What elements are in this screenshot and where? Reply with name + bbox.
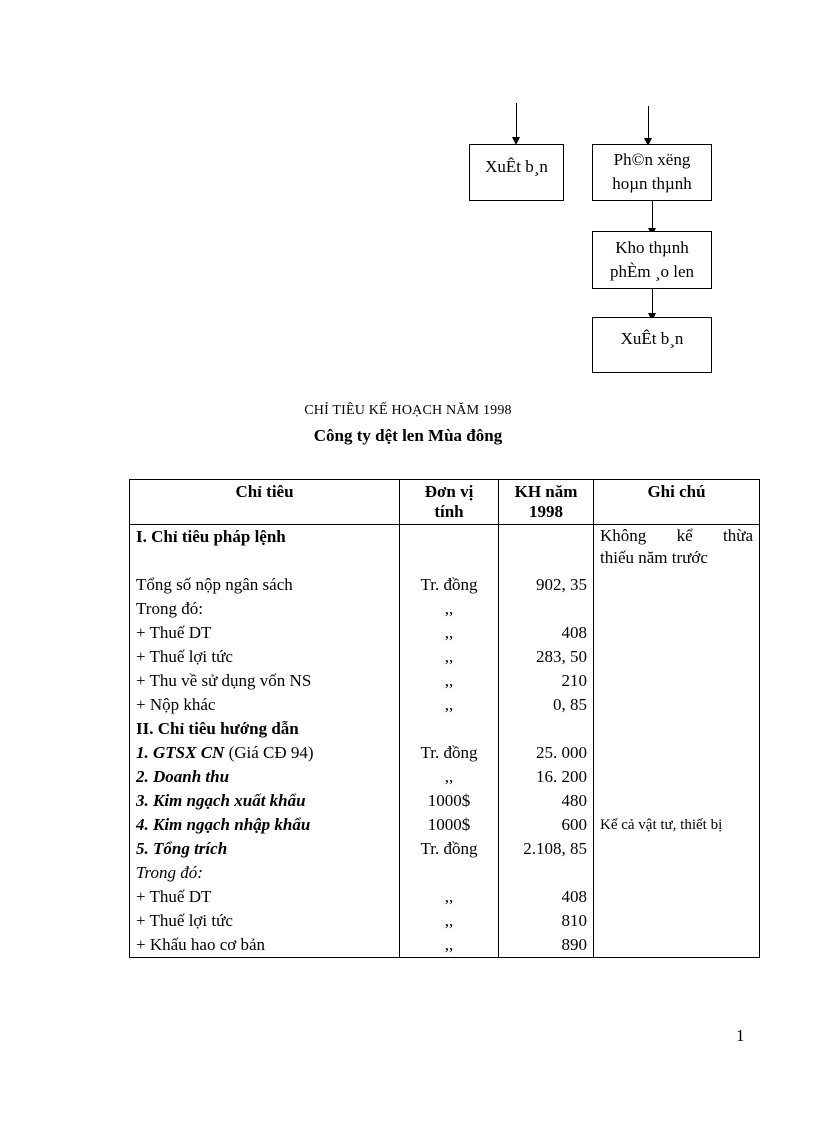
flow-box-sales-bottom-label: XuÊt b¸n xyxy=(620,329,684,348)
header-indicator: Chỉ tiêu xyxy=(130,480,400,525)
row-value: 408 xyxy=(499,885,594,909)
row-unit: 1000$ xyxy=(400,813,499,837)
row-label: + Khấu hao cơ bản xyxy=(130,933,400,958)
gtsx-rest: (Giá CĐ 94) xyxy=(224,743,314,762)
row-label: + Thu về sử dụng vốn NS xyxy=(130,669,400,693)
row-label-in-which: Trong đó: xyxy=(130,861,400,885)
row-value xyxy=(499,597,594,621)
row-value: 408 xyxy=(499,621,594,645)
row-unit: ,, xyxy=(400,693,499,717)
row-unit: ,, xyxy=(400,645,499,669)
header-plan-1998 xyxy=(499,480,594,525)
row-label: Trong đó: xyxy=(130,597,400,621)
row-label-gtsx xyxy=(130,741,400,765)
row-value: 600 xyxy=(499,813,594,837)
page-number: 1 xyxy=(736,1026,745,1045)
table-row xyxy=(130,765,760,789)
flow-box-sales-bottom xyxy=(592,317,712,373)
row-label-revenue: 2. Doanh thu xyxy=(130,765,400,789)
row-label: + Thuế DT xyxy=(130,885,400,909)
table-row xyxy=(130,789,760,813)
row-label: + Thuế lợi tức xyxy=(130,645,400,669)
row-label-import: 4. Kim ngạch nhập khẩu xyxy=(130,813,400,837)
row-label: + Thuế lợi tức xyxy=(130,909,400,933)
flow-box-finishing-workshop-line1: Ph©n xëng xyxy=(613,150,691,169)
row-label: + Nộp khác xyxy=(130,693,400,717)
row-unit: ,, xyxy=(400,669,499,693)
flow-box-sales-left-label: XuÊt b¸n xyxy=(485,157,548,176)
table-row xyxy=(130,717,760,741)
row-unit: Tr. đồng xyxy=(400,837,499,861)
table-header-row xyxy=(130,480,760,525)
row-unit: ,, xyxy=(400,933,499,958)
table-row xyxy=(130,693,760,717)
flow-box-finishing-workshop xyxy=(592,144,712,201)
row-value: 480 xyxy=(499,789,594,813)
table-row xyxy=(130,933,760,958)
row-label-total: 5. Tổng trích xyxy=(130,837,400,861)
row-label: + Thuế DT xyxy=(130,621,400,645)
table-row xyxy=(130,861,760,885)
row-unit: 1000$ xyxy=(400,789,499,813)
connector-line-right xyxy=(648,106,649,142)
row-unit: ,, xyxy=(400,885,499,909)
table-row xyxy=(130,669,760,693)
table-row xyxy=(130,909,760,933)
header-plan-line2: 1998 xyxy=(529,502,563,521)
plan-table xyxy=(129,479,760,958)
header-unit xyxy=(400,480,499,525)
note-prior-year-line2: thiếu năm trước xyxy=(600,548,708,567)
table-row xyxy=(130,837,760,861)
flow-box-sales-left xyxy=(469,144,564,201)
note-prior-year xyxy=(594,525,760,574)
header-notes: Ghi chú xyxy=(594,480,760,525)
page-title: CHỈ TIÊU KẾ HOẠCH NĂM 1998 xyxy=(304,403,512,418)
row-value: 902, 35 xyxy=(499,573,594,597)
note-import-equipment: Kể cả vật tư, thiết bị xyxy=(594,813,760,837)
table-row xyxy=(130,621,760,645)
row-value: 16. 200 xyxy=(499,765,594,789)
flow-box-warehouse-line2: phÈm ¸o len xyxy=(609,262,695,281)
row-unit: ,, xyxy=(400,621,499,645)
row-value: 2.108, 85 xyxy=(499,837,594,861)
row-value: 0, 85 xyxy=(499,693,594,717)
table-row xyxy=(130,885,760,909)
row-unit: ,, xyxy=(400,597,499,621)
table-row xyxy=(130,525,760,550)
row-unit: Tr. đồng xyxy=(400,741,499,765)
table-row xyxy=(130,645,760,669)
connector-line-left xyxy=(516,103,517,141)
table-row xyxy=(130,741,760,765)
flow-box-finishing-workshop-line2: hoµn thµnh xyxy=(612,174,692,193)
header-unit-line2: tính xyxy=(434,502,464,521)
table-row xyxy=(130,597,760,621)
gtsx-bold: 1. GTSX CN xyxy=(136,743,225,762)
row-unit: ,, xyxy=(400,765,499,789)
flow-box-finished-goods-warehouse xyxy=(592,231,712,289)
row-unit: ,, xyxy=(400,909,499,933)
row-value: 810 xyxy=(499,909,594,933)
row-label: Tổng số nộp ngân sách xyxy=(130,573,400,597)
section-guidance-label: II. Chỉ tiêu hướng dẫn xyxy=(130,717,400,741)
row-value: 890 xyxy=(499,933,594,958)
row-label-export: 3. Kim ngạch xuất khẩu xyxy=(130,789,400,813)
row-value: 25. 000 xyxy=(499,741,594,765)
row-value: 210 xyxy=(499,669,594,693)
section-mandatory-label: I. Chỉ tiêu pháp lệnh xyxy=(130,525,400,550)
row-unit: Tr. đồng xyxy=(400,573,499,597)
header-plan-line1: KH năm xyxy=(514,482,578,501)
header-unit-line1: Đơn vị xyxy=(424,482,474,501)
row-value: 283, 50 xyxy=(499,645,594,669)
table-row xyxy=(130,573,760,597)
note-prior-year-line1: Không kể thừa xyxy=(600,526,753,545)
flow-box-warehouse-line1: Kho thµnh xyxy=(615,238,689,257)
company-subtitle: Công ty dệt len Mùa đông xyxy=(313,426,503,445)
table-row xyxy=(130,813,760,837)
